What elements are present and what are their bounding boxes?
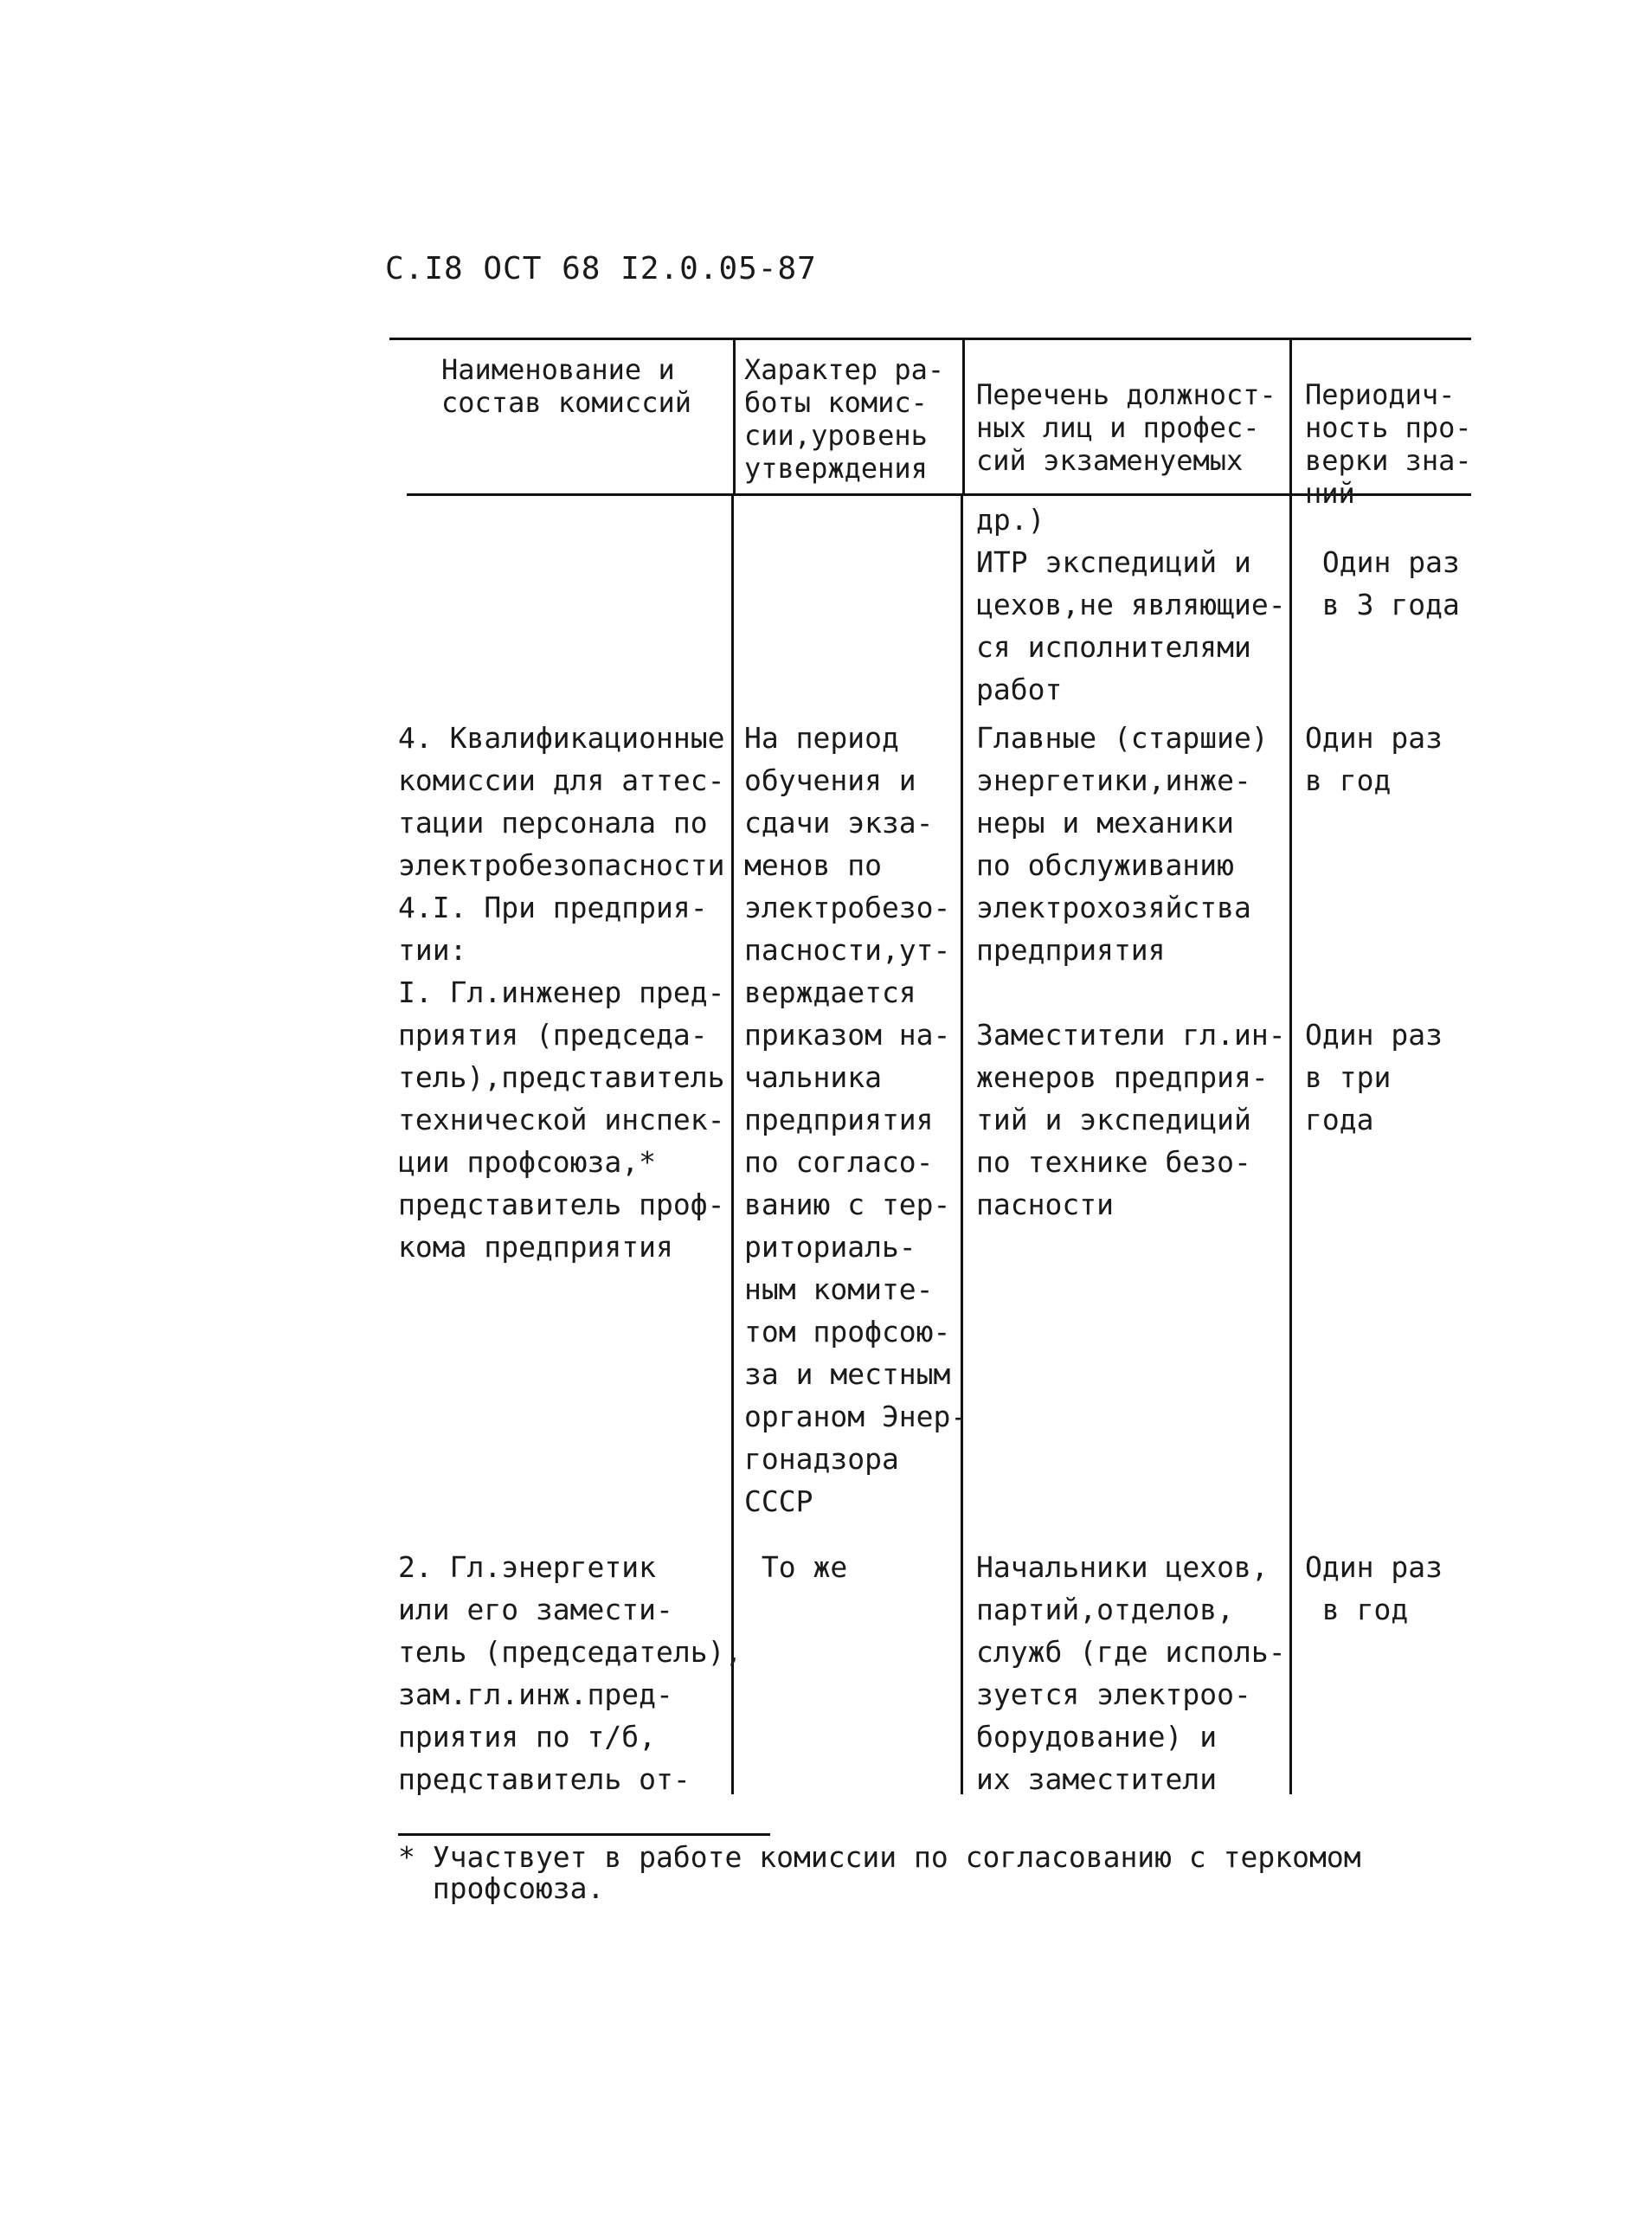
header-periodicity: Периодич- ность про- верки зна- ний <box>1305 378 1472 510</box>
row2-col4: Один раз в год Один раз в три года <box>1305 721 1443 1136</box>
table-top-rule <box>389 338 1471 340</box>
col-divider-2-header <box>962 338 965 496</box>
page-header: С.I8 ОСТ 68 I2.0.05-87 <box>385 251 817 286</box>
commissions-table <box>389 338 1471 1818</box>
row3-col4: Один раз в год <box>1305 1550 1443 1626</box>
row1-col3: др.) ИТР экспедиций и цехов,не являющие- ся исполнителями работ <box>976 503 1286 706</box>
row3-col1: 2. Гл.энергетик или его замести- тель (председатель), зам.гл.инж.пред- приятия по т/б, представитель от- <box>398 1550 742 1796</box>
footnote: * Участвует в работе комиссии по согласованию с теркомом профсоюза. <box>398 1840 1361 1905</box>
col-divider-3-header <box>1289 338 1292 496</box>
col-divider-1-header <box>733 338 736 496</box>
row1-col4: Один раз в 3 года <box>1321 545 1460 621</box>
row2-col1: 4. Квалификационные комиссии для аттес- тации персонала по электробезопасности 4.I. При предприя- тии: I. Гл.инженер пред- приятия (председа- тель),представитель технической инспек- ции профсоюза,* представитель проф- кома предприятия <box>398 721 725 1264</box>
row2-col2: На период обучения и сдачи экза- менов по электробезо- пасности,ут- верждается приказом на- чальника предприятия по согласо- ванию с тер- риториаль- ным комите- том профсою- за и местным органом Энер- гонадзора СССР <box>744 721 968 1518</box>
header-examined-persons: Перечень должност- ных лиц и профес- сий экзаменуемых <box>976 378 1276 477</box>
row2-col3: Главные (старшие) энергетики,инже- неры и механики по обслуживанию электрохозяйства предприятия Заместители гл.ин- женеров предприя- тий и экспедиций по технике безо- пасности <box>976 721 1286 1221</box>
col-divider-3 <box>1289 496 1292 1794</box>
header-work-nature: Характер ра- боты комис- сии,уровень утверждения <box>744 353 945 485</box>
header-name-composition: Наименование и состав комиссий <box>441 353 691 419</box>
row3-col2: То же <box>744 1550 848 1584</box>
footnote-separator <box>398 1833 770 1836</box>
row3-col3: Начальники цехов, партий,отделов, служб (где исполь- зуется электроо- борудование) и их заместители <box>976 1550 1286 1796</box>
